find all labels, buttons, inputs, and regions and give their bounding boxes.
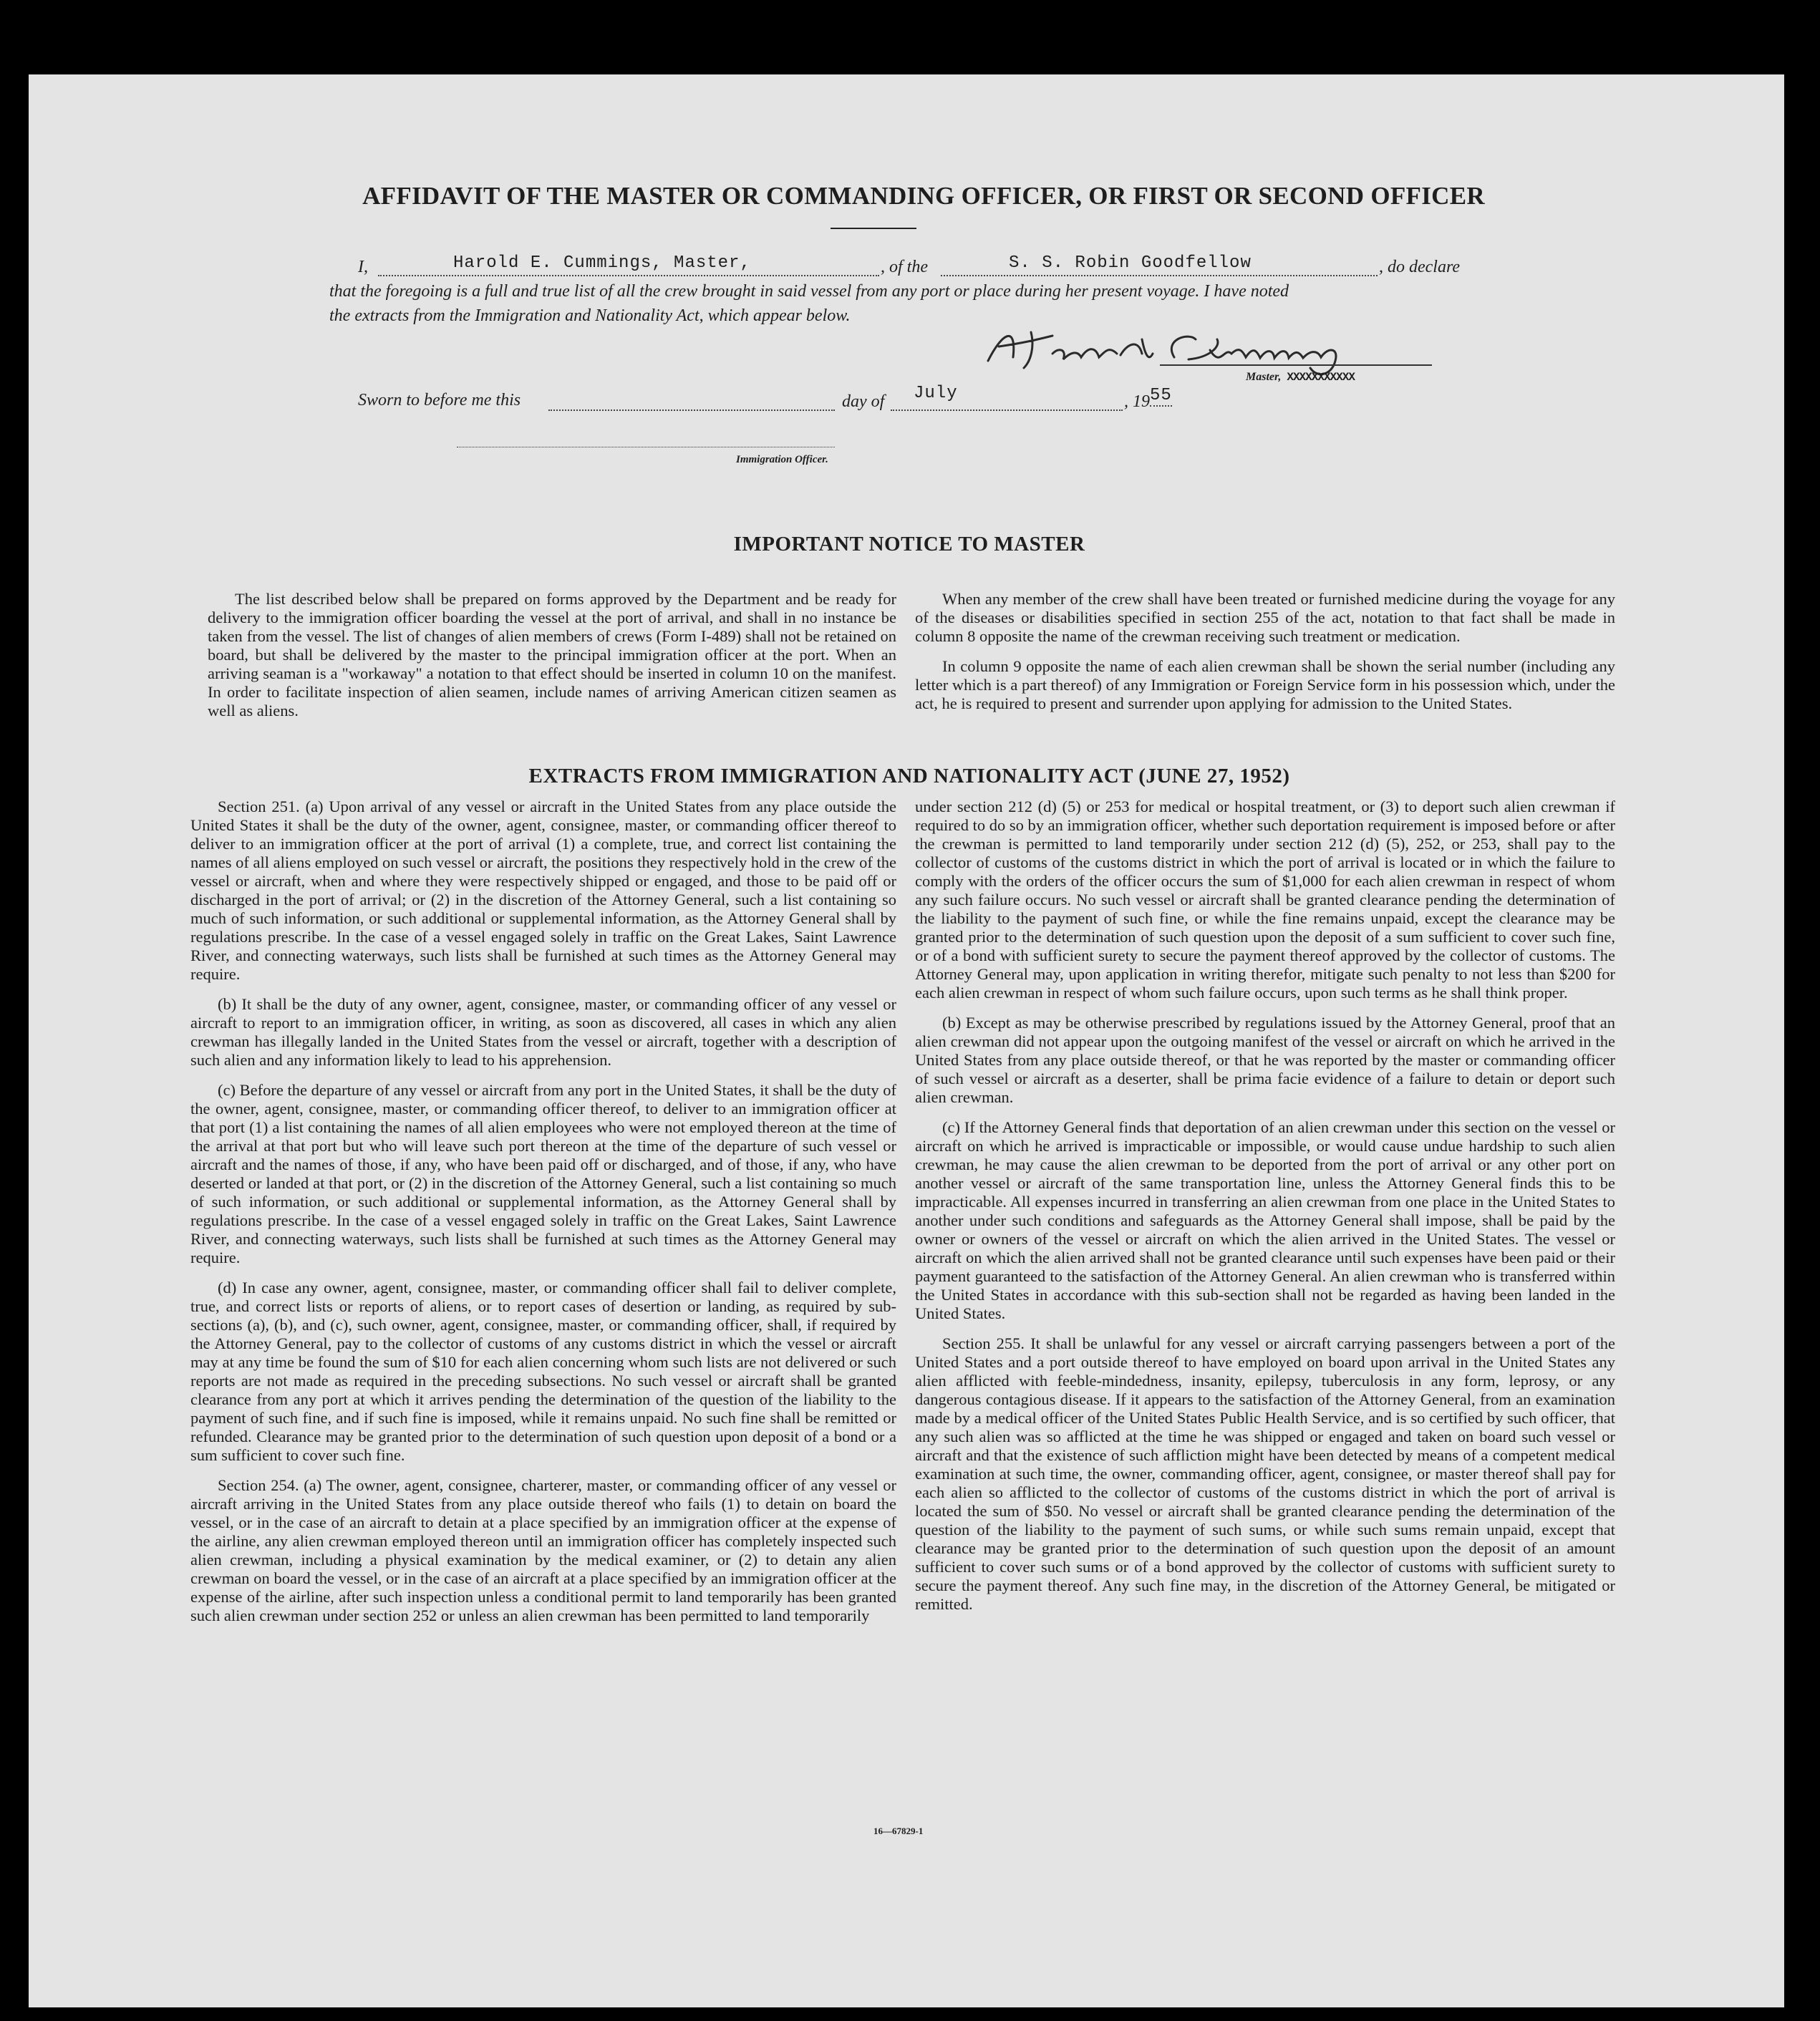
section-254-c: (c) If the Attorney General finds that deportation of an alien crewman under this section on the vessel or aircraft on which he arrived is impracticable or impossible, or would cause undue hardship to such alien crewman, he may cause the alien crewman to be deported from the port of arrival or any other port on another vessel or aircraft of the same transportation line, unless the Attorney General finds this to be impracticable. All expenses incurred in transferring an alien crewman from one place in the United States to another under such conditions and safeguards as the Attorney General shall impose, shall be paid by the owner or owners of the vessel or aircraft on which the alien arrived in the United States. The vessel or aircraft on which the alien arrived shall not be granted clearance until such expenses have been paid or their payment guaranteed to the satisfaction of the Attorney General. An alien crewman who is transferred within the United States in accordance with this sub-section shall not be regarded as having been landed in the United States. <box>915 1118 1615 1322</box>
sworn-label: Sworn to before me this <box>358 391 521 409</box>
extracts-right-column <box>915 798 1615 1614</box>
form-code: 16—67829-1 <box>873 1826 924 1836</box>
affidavit-title: AFFIDAVIT OF THE MASTER OR COMMANDING OFFICER, OR FIRST OR SECOND OFFICER <box>362 182 1485 210</box>
section-255: Section 255. It shall be unlawful for any vessel or aircraft carrying passengers between a port of the United States and a port outside thereof to have employed on board upon arrival in the United States any alien afflicted with feeble-mindedness, insanity, epilepsy, tuberculosis in any form, leprosy, or any dangerous contagious disease. If it appears to the satisfaction of the Attorney General, from an examination made by a medical officer of the United States Public Health Service, and is so certified by such officer, that any such alien was so afflicted at the time he was shipped or engaged and taken on board such vessel or aircraft and that the existence of such affliction might have been detected by means of a competent medical examination at such time, the owner, commanding officer, agent, consignee, or master thereof shall pay for each alien so afflicted to the collector of customs of the customs district in which the port of arrival is located the sum of $50. No vessel or aircraft shall be granted clearance pending the determination of the question of the liability to the payment of such sums, or while such sums remain unpaid, except that clearance may be granted prior to the determination of such question upon the deposit of an amount sufficient to cover such sums or of a bond approved by the collector of customs with sufficient surety to secure the payment thereof. Any such fine may, in the discretion of the Attorney General, be mitigated or remitted. <box>915 1334 1615 1613</box>
vessel-name: S. S. Robin Goodfellow <box>1009 253 1252 273</box>
section-251-b: (b) It shall be the duty of any owner, agent, consignee, master, or commanding officer of any vessel or aircraft to report to an immigration officer, in writing, as soon as discovered, all cases in which any alien crewman has illegally landed in the United States from the vessel or aircraft, together with a description of such alien and any information likely to lead to his apprehension. <box>190 995 896 1069</box>
extracts-heading: EXTRACTS FROM IMMIGRATION AND NATIONALITY ACT (JUNE 27, 1952) <box>528 765 1290 787</box>
month-field <box>891 384 1123 411</box>
declaration-line-2: that the foregoing is a full and true list of all the crew brought in said vessel from any port or place during her present voyage. I have noted <box>329 282 1289 301</box>
officer-caption: Immigration Officer. <box>736 454 828 465</box>
section-251-a: Section 251. (a) Upon arrival of any vessel or aircraft in the United States from any place outside the United States it shall be the duty of the owner, agent, consignee, master, or commanding officer thereof to deliver to an immigration officer at the port of arrival (1) a complete, true, and correct list containing the names of all aliens employed on such vessel or aircraft, the positions they respectively hold in the crew of the vessel or aircraft, when and where they were respectively shipped or engaged, and those to be paid off or discharged in the port of arrival; or (2) in the discretion of the Attorney General, such a list containing so much of such information, or such additional or supplemental information, as the Attorney General shall by regulations prescribe. In the case of a vessel engaged solely in traffic on the Great Lakes, Saint Lawrence River, and connecting waterways, such lists shall be furnished at such times as the Attorney General may require. <box>190 798 896 983</box>
notice-left-column <box>208 590 896 720</box>
section-254-b: (b) Except as may be otherwise prescribed by regulations issued by the Attorney General, proof that an alien crewman did not appear upon the outgoing manifest of the vessel or aircraft on which he arrived in the United States from any place outside thereof, or that he was reported by the master or commanding officer of such vessel or aircraft as a deserter, shall be prima facie evidence of a failure to detain or deport such alien crewman. <box>915 1014 1615 1106</box>
year-suffix: 55 <box>1150 386 1172 405</box>
notice-right-column <box>915 590 1615 713</box>
section-251-c: (c) Before the departure of any vessel or aircraft from any port in the United States, it shall be the duty of the owner, agent, consignee, master, or commanding officer thereof, to deliver to an immigration officer at that port (1) a list containing the names of all alien employees who were not employed thereon at the time of the arrival at that port but who will leave such port thereon at the time of the departure of such vessel or aircraft and the names of those, if any, who have been paid off or discharged, and of those, if any, who have deserted or landed at that port, or (2) in the discretion of the Attorney General, such a list containing so much of such information, or such additional or supplemental information, as the Attorney General shall by regulations prescribe. In the case of a vessel engaged solely in traffic on the Great Lakes, Saint Lawrence River, and connecting waterways, such lists shall be furnished at such times as the Attorney General may require. <box>190 1081 896 1266</box>
i-label: I, <box>358 258 368 276</box>
section-251-d: (d) In case any owner, agent, consignee, master, or commanding officer shall fail to deliver complete, true, and correct lists or reports of aliens, or to report cases of desertion or landing, as required by sub-sections (a), (b), and (c), such owner, agent, consignee, master, or commanding officer, shall, if required by the Attorney General, pay to the collector of customs of any customs district in which the vessel or aircraft may at any time be found the sum of $10 for each alien concerning whom such lists are not delivered or such reports are not made as required in the preceding subsections. No such vessel or aircraft shall be granted clearance from any port at which it arrives pending the determination of the question of the liability to the payment of such fine, and if such fine is imposed, while it remains unpaid. No such fine shall be remitted or refunded. Clearance may be granted prior to the determination of such question upon deposit of a bond or a sum sufficient to cover such fine. <box>190 1279 896 1464</box>
master-name: Harold E. Cummings, Master, <box>453 253 751 273</box>
section-254-a-continued: under section 212 (d) (5) or 253 for medical or hospital treatment, or (3) to deport such alien crewman if required to do so by an immigration officer, whether such deportation requirement is imposed before or after the crewman is permitted to land temporarily under section 212 (d) (5), 252, or 253, shall pay to the collector of customs of the customs district in which the port of arrival is located or in which the failure to comply with the orders of the officer occurs the sum of $1,000 for each alien crewman in respect of whom any such failure occurs. No such vessel or aircraft shall be granted clearance pending the determination of the liability to the payment of such fine, or while the fine remains unpaid, except the clearance may be granted prior to the determination of such question upon the deposit of a sum sufficient to cover such fine, or of a bond with sufficient surety to secure the payment thereof approved by the collector of customs. The Attorney General may, upon application in writing therefor, mitigate such penalty to not less than $200 for each alien crewman in respect of whom such failure occurs, upon such terms as he shall think proper. <box>915 798 1615 1002</box>
master-caption-line <box>1246 371 1355 384</box>
notice-right-paragraph-2: In column 9 opposite the name of each alien crewman shall be shown the serial number (including any letter which is a part thereof) of any Immigration or Foreign Service form in his possession which, under the act, he is required to present and surrender upon applying for admission to the United States. <box>915 657 1615 712</box>
document-page <box>29 74 1784 2007</box>
of-the-label: , of the <box>881 258 928 276</box>
notice-left-paragraph: The list described below shall be prepared on forms approved by the Department and be ready for delivery to the immigration officer boarding the vessel at the port of arrival, and shall in no instance be taken from the vessel. The list of changes of alien members of crews (Form I-489) shall not be retained on board, but shall be delivered by the master to the principal immigration officer at the port. When an arriving seaman is a "workaway" a notation to that effect should be inserted in column 10 on the manifest. In order to facilitate inspection of alien seamen, include names of arriving American citizen seamen as well as aliens. <box>208 590 896 719</box>
year-prefix: , 19 <box>1124 392 1150 411</box>
master-signature <box>974 318 1432 382</box>
section-254-a: Section 254. (a) The owner, agent, consignee, charterer, master, or commanding officer of any vessel or aircraft arriving in the United States from any place outside thereof who fails (1) to detain on board the vessel, or in the case of an aircraft to detain at a place specified by an immigration officer at the expense of the airline, any alien crewman employed thereon until an immigration officer has completely inspected such alien crewman, including a physical examination by the medical examiner, or (2) to detain any alien crewman on board the vessel, or in the case of an aircraft at a place specified by an immigration officer at the expense of the airline, after such inspection unless a conditional permit to land temporarily has been granted such alien crewman under section 252 or unless an alien crewman has been permitted to land temporarily <box>190 1476 896 1624</box>
officer-signature-line <box>457 447 835 448</box>
year-label <box>1124 386 1172 412</box>
day-of-label: day of <box>842 392 885 411</box>
sworn-day-field <box>548 389 835 411</box>
notice-right-paragraph-1: When any member of the crew shall have been treated or furnished medicine during the voyage for any of the diseases or disabilities specified in section 255 of the act, notation to that fact shall be made in column 8 opposite the name of the crewman receiving such treatment or medication. <box>915 590 1615 645</box>
notice-heading: IMPORTANT NOTICE TO MASTER <box>733 533 1085 556</box>
vessel-field <box>941 253 1378 276</box>
declaration-line-3: the extracts from the Immigration and Nationality Act, which appear below. <box>329 306 851 325</box>
do-declare-label: , do declare <box>1379 258 1461 276</box>
title-rule <box>831 228 916 229</box>
struck-officer-text: XXXXXXXXXXX <box>1287 371 1355 384</box>
sworn-month: July <box>914 384 958 403</box>
master-caption: Master, <box>1246 371 1282 383</box>
master-name-field <box>378 253 879 276</box>
extracts-left-column <box>190 798 896 1625</box>
